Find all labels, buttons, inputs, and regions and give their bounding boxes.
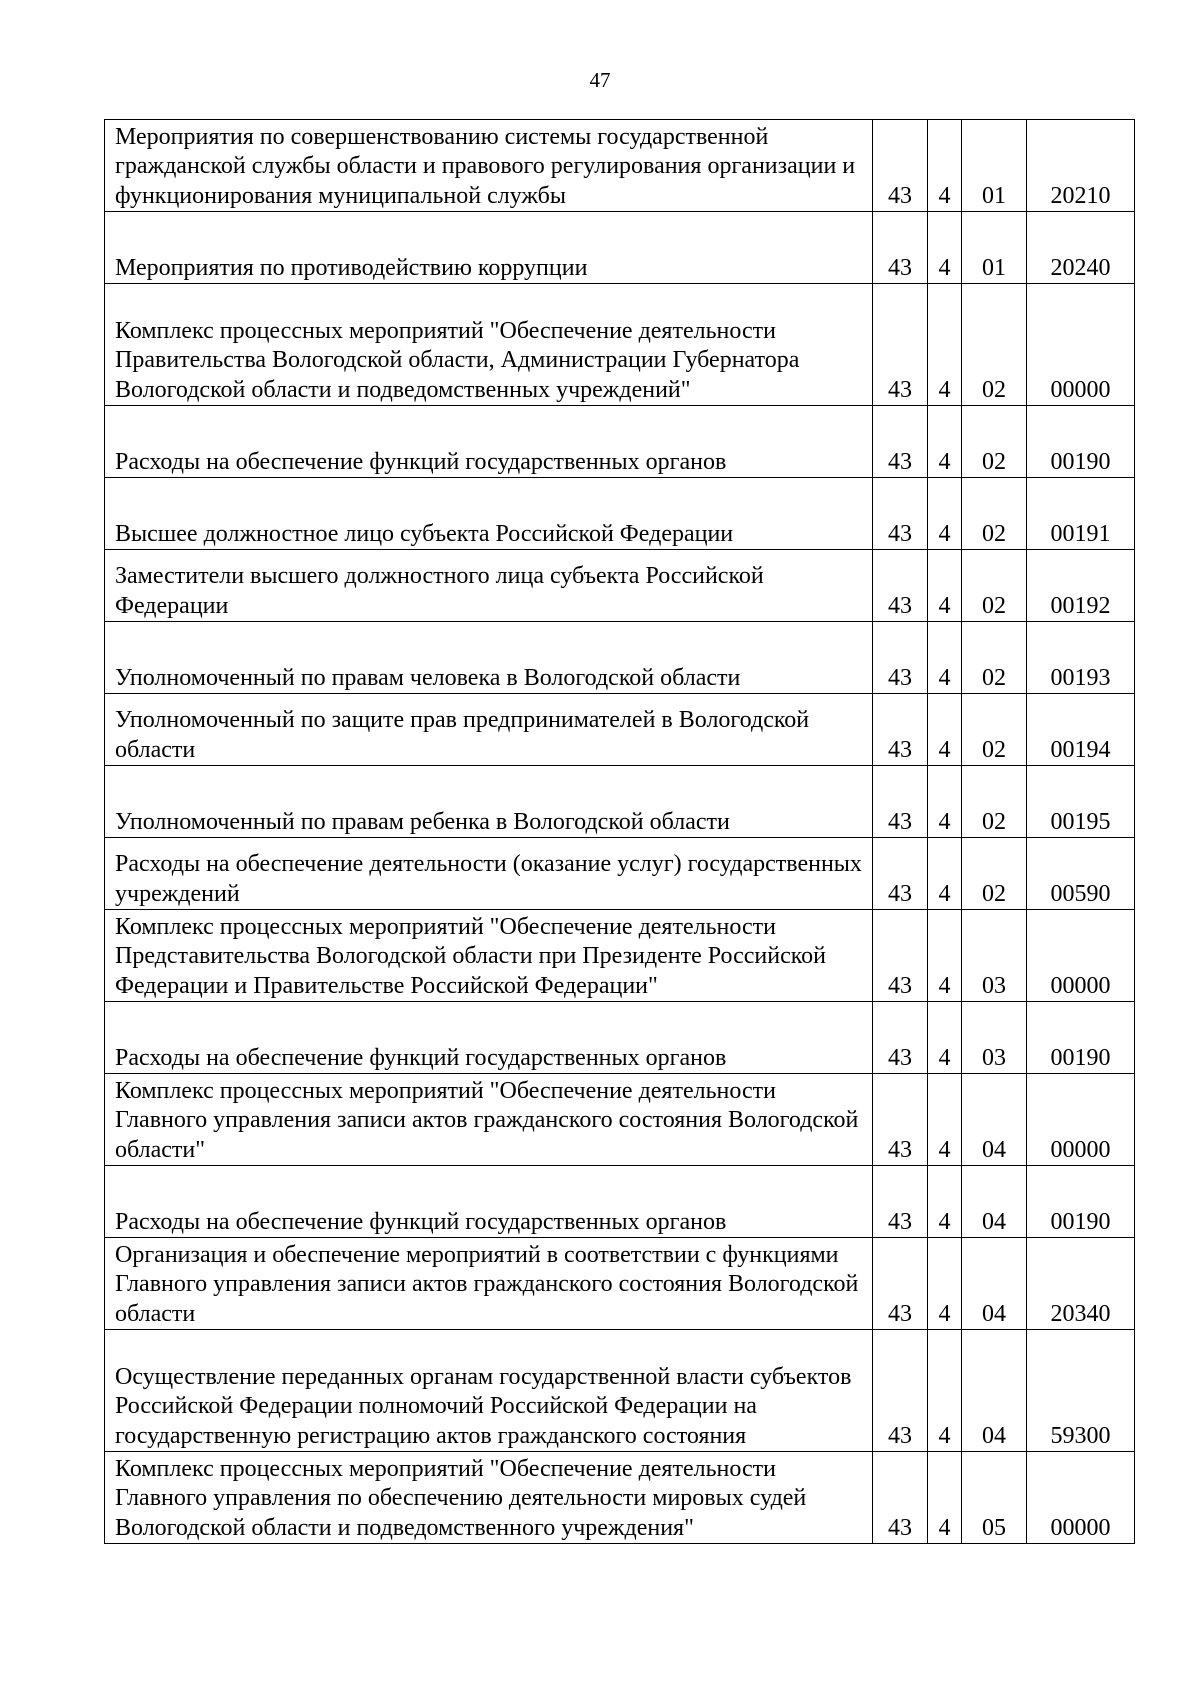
row-code-cell: 03 [962,910,1027,1002]
row-name-cell: Комплекс процессных мероприятий "Обеспечение деятельности Главного управления записи актов гражданского состояния Вологодской области" [105,1074,873,1166]
row-code-cell: 4 [928,622,962,694]
row-code-cell: 04 [962,1074,1027,1166]
row-code-cell: 4 [928,694,962,766]
row-code-cell: 43 [873,284,928,406]
row-code-cell: 59300 [1027,1330,1135,1452]
row-code-cell: 43 [873,1166,928,1238]
table-row [105,1452,1135,1544]
row-code-cell: 43 [873,838,928,910]
row-name-cell: Комплекс процессных мероприятий "Обеспечение деятельности Правительства Вологодской области, Администрации Губернатора Вологодской области и подведомственных учреждений" [105,284,873,406]
row-code-cell: 43 [873,478,928,550]
row-name-cell: Мероприятия по противодействию коррупции [105,212,873,284]
row-name-cell: Уполномоченный по защите прав предпринимателей в Вологодской области [105,694,873,766]
table-row [105,1002,1135,1074]
table-row [105,694,1135,766]
row-code-cell: 20240 [1027,212,1135,284]
page-number: 47 [589,68,611,92]
table-row [105,212,1135,284]
row-code-cell: 4 [928,212,962,284]
row-code-cell: 02 [962,550,1027,622]
row-name-cell: Комплекс процессных мероприятий "Обеспечение деятельности Главного управления по обеспечению деятельности мировых судей Вологодской области и подведомственного учреждения" [105,1452,873,1544]
row-code-cell: 00192 [1027,550,1135,622]
row-code-cell: 4 [928,120,962,212]
table-row [105,1330,1135,1452]
row-code-cell: 00590 [1027,838,1135,910]
row-code-cell: 00000 [1027,1074,1135,1166]
row-name-cell: Высшее должностное лицо субъекта Российской Федерации [105,478,873,550]
row-code-cell: 4 [928,1074,962,1166]
row-code-cell: 4 [928,550,962,622]
row-code-cell: 01 [962,120,1027,212]
row-code-cell: 43 [873,910,928,1002]
row-name-cell: Комплекс процессных мероприятий "Обеспечение деятельности Представительства Вологодской области при Президенте Российской Федерации и Правительстве Российской Федерации" [105,910,873,1002]
row-code-cell: 00000 [1027,910,1135,1002]
row-name-cell: Расходы на обеспечение деятельности (оказание услуг) государственных учреждений [105,838,873,910]
row-code-cell: 4 [928,478,962,550]
row-code-cell: 02 [962,284,1027,406]
row-code-cell: 04 [962,1330,1027,1452]
row-name-cell: Расходы на обеспечение функций государственных органов [105,1002,873,1074]
row-code-cell: 20340 [1027,1238,1135,1330]
row-code-cell: 05 [962,1452,1027,1544]
row-code-cell: 02 [962,766,1027,838]
row-code-cell: 00191 [1027,478,1135,550]
row-code-cell: 4 [928,284,962,406]
row-code-cell: 4 [928,1166,962,1238]
row-code-cell: 4 [928,406,962,478]
table-row [105,910,1135,1002]
row-code-cell: 02 [962,694,1027,766]
row-code-cell: 00190 [1027,1166,1135,1238]
row-code-cell: 4 [928,1002,962,1074]
table-row [105,478,1135,550]
row-name-cell: Уполномоченный по правам человека в Вологодской области [105,622,873,694]
row-code-cell: 43 [873,1002,928,1074]
row-code-cell: 03 [962,1002,1027,1074]
row-code-cell: 04 [962,1238,1027,1330]
row-code-cell: 4 [928,1452,962,1544]
table-row [105,766,1135,838]
row-code-cell: 43 [873,550,928,622]
row-name-cell: Заместители высшего должностного лица субъекта Российской Федерации [105,550,873,622]
row-name-cell: Уполномоченный по правам ребенка в Вологодской области [105,766,873,838]
row-code-cell: 02 [962,838,1027,910]
row-code-cell: 00000 [1027,1452,1135,1544]
row-code-cell: 43 [873,1238,928,1330]
table-body [105,120,1135,1544]
row-code-cell: 43 [873,1074,928,1166]
table-row [105,1238,1135,1330]
row-code-cell: 4 [928,910,962,1002]
row-code-cell: 00195 [1027,766,1135,838]
row-code-cell: 02 [962,478,1027,550]
row-code-cell: 43 [873,1330,928,1452]
row-name-cell: Мероприятия по совершенствованию системы государственной гражданской службы области и правового регулирования организации и функционирования муниципальной службы [105,120,873,212]
row-code-cell: 43 [873,120,928,212]
budget-classification-table [104,119,1135,1544]
row-code-cell: 43 [873,694,928,766]
row-code-cell: 00193 [1027,622,1135,694]
row-name-cell: Организация и обеспечение мероприятий в соответствии с функциями Главного управления записи актов гражданского состояния Вологодской области [105,1238,873,1330]
row-code-cell: 00190 [1027,406,1135,478]
row-code-cell: 04 [962,1166,1027,1238]
row-code-cell: 02 [962,622,1027,694]
row-name-cell: Осуществление переданных органам государственной власти субъектов Российской Федерации полномочий Российской Федерации на государственную регистрацию актов гражданского состояния [105,1330,873,1452]
row-name-cell: Расходы на обеспечение функций государственных органов [105,406,873,478]
row-code-cell: 00194 [1027,694,1135,766]
row-name-cell: Расходы на обеспечение функций государственных органов [105,1166,873,1238]
row-code-cell: 4 [928,838,962,910]
row-code-cell: 43 [873,1452,928,1544]
table-row [105,1074,1135,1166]
row-code-cell: 43 [873,622,928,694]
table-row [105,406,1135,478]
row-code-cell: 43 [873,766,928,838]
row-code-cell: 20210 [1027,120,1135,212]
row-code-cell: 01 [962,212,1027,284]
row-code-cell: 4 [928,1238,962,1330]
row-code-cell: 4 [928,766,962,838]
table-row [105,622,1135,694]
row-code-cell: 43 [873,406,928,478]
row-code-cell: 00000 [1027,284,1135,406]
row-code-cell: 00190 [1027,1002,1135,1074]
table-row [105,1166,1135,1238]
table-row [105,838,1135,910]
row-code-cell: 4 [928,1330,962,1452]
row-code-cell: 02 [962,406,1027,478]
table-row [105,120,1135,212]
row-code-cell: 43 [873,212,928,284]
table-row [105,284,1135,406]
table-row [105,550,1135,622]
